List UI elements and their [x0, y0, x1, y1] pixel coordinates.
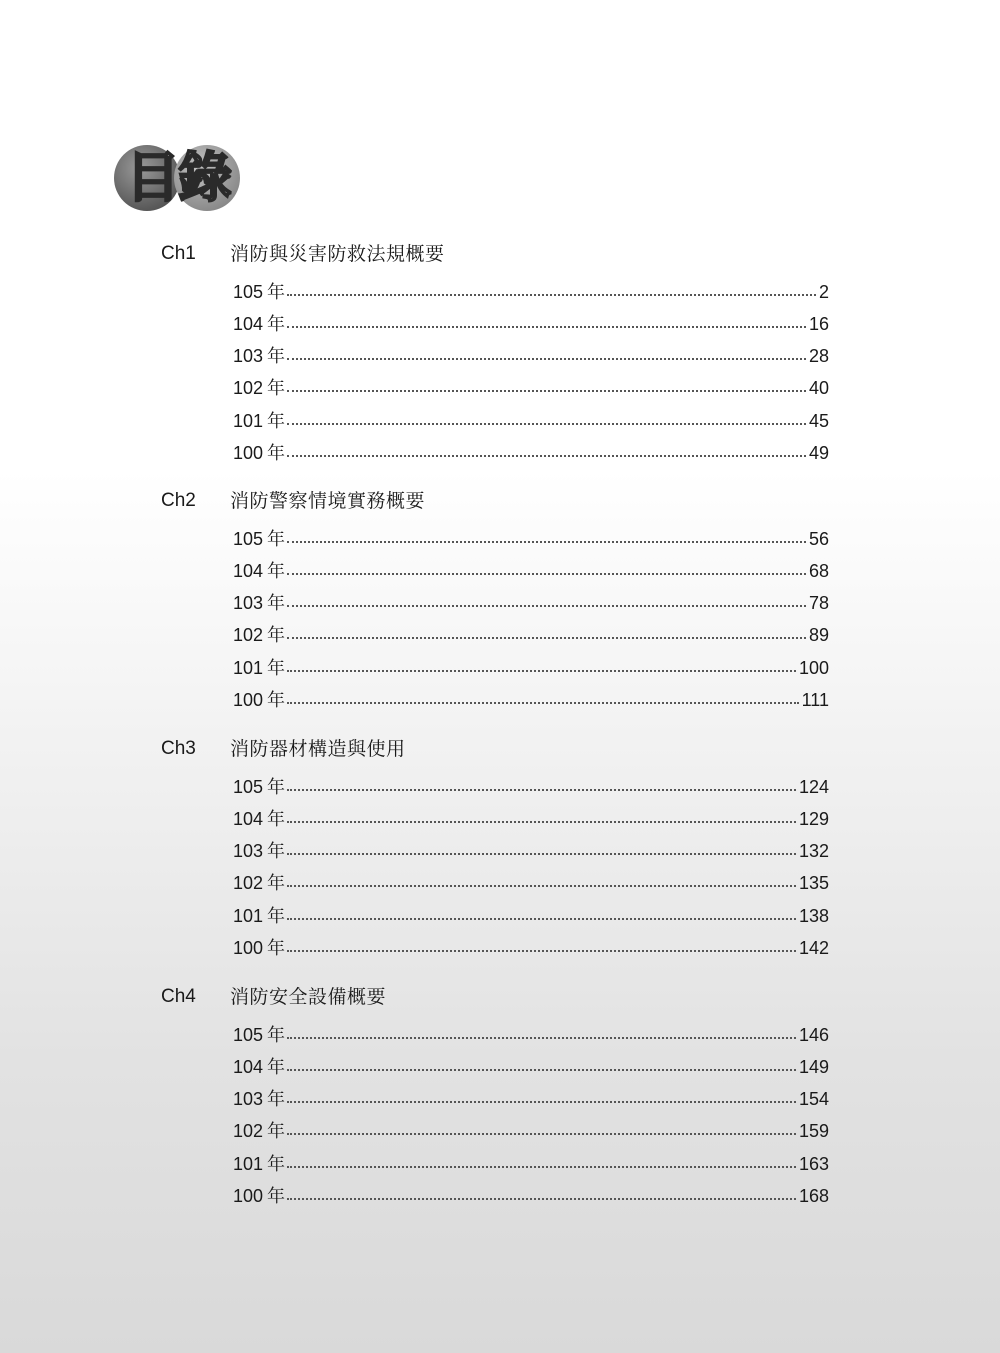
- entry-year-unit: 年: [267, 625, 286, 646]
- toc-entry[interactable]: [233, 1055, 829, 1079]
- entry-year-unit: 年: [267, 873, 286, 894]
- toc-entry[interactable]: [233, 775, 829, 799]
- dot-leader: [287, 1063, 796, 1071]
- entry-year-unit: 年: [267, 529, 286, 550]
- entry-year-unit: 年: [267, 777, 286, 798]
- toc-entry[interactable]: [233, 441, 829, 465]
- entry-year: 101: [233, 906, 264, 926]
- toc-entry[interactable]: [233, 1152, 829, 1176]
- entry-year: 102: [233, 625, 264, 645]
- toc-entry[interactable]: [233, 1023, 829, 1047]
- entry-page-number: 28: [808, 346, 829, 366]
- dot-leader: [287, 1031, 796, 1039]
- dot-leader: [287, 1192, 796, 1200]
- entry-year: 101: [233, 1154, 264, 1174]
- toc-entry[interactable]: [233, 591, 829, 615]
- entry-page-number: 146: [798, 1025, 829, 1045]
- dot-leader: [287, 631, 806, 639]
- entry-year-unit: 年: [267, 561, 286, 582]
- entry-year: 105: [233, 282, 264, 302]
- dot-leader: [287, 535, 806, 543]
- chapter-number: Ch2: [161, 490, 196, 511]
- entry-page-number: 2: [818, 282, 829, 302]
- title-char-2: 錄: [178, 146, 232, 209]
- dot-leader: [287, 912, 796, 920]
- toc-entry[interactable]: [233, 1119, 829, 1143]
- dot-leader: [287, 1127, 796, 1135]
- chapter-title: 消防與災害防救法規概要: [230, 243, 445, 265]
- entry-year-unit: 年: [267, 1121, 286, 1142]
- entry-year-unit: 年: [267, 906, 286, 927]
- entry-year-unit: 年: [267, 1186, 286, 1207]
- entry-year-unit: 年: [267, 809, 286, 830]
- entry-page-number: 149: [798, 1057, 829, 1077]
- title-char-1: 目: [126, 146, 180, 209]
- entry-year-unit: 年: [267, 411, 286, 432]
- toc-entry[interactable]: [233, 527, 829, 551]
- entry-page-number: 45: [808, 411, 829, 431]
- entry-year: 103: [233, 593, 264, 613]
- entry-page-number: 100: [798, 658, 829, 678]
- toc-entry[interactable]: [233, 409, 829, 433]
- entry-year: 104: [233, 314, 264, 334]
- entry-year: 103: [233, 841, 264, 861]
- entry-year-unit: 年: [267, 1154, 286, 1175]
- entry-page-number: 135: [798, 873, 829, 893]
- entry-page-number: 168: [798, 1186, 829, 1206]
- dot-leader: [287, 599, 806, 607]
- toc-entry[interactable]: [233, 623, 829, 647]
- chapter-number: Ch3: [161, 738, 196, 759]
- entry-year-unit: 年: [267, 443, 286, 464]
- entry-year-unit: 年: [267, 314, 286, 335]
- page-title: [112, 143, 252, 213]
- dot-leader: [287, 664, 796, 672]
- entry-year-unit: 年: [267, 658, 286, 679]
- entry-page-number: 138: [798, 906, 829, 926]
- entry-page-number: 56: [808, 529, 829, 549]
- entry-year-unit: 年: [267, 1089, 286, 1110]
- entry-page-number: 124: [798, 777, 829, 797]
- entry-page-number: 142: [798, 938, 829, 958]
- toc-entry[interactable]: [233, 312, 829, 336]
- entry-year: 100: [233, 690, 264, 710]
- dot-leader: [287, 567, 806, 575]
- entry-year: 105: [233, 1025, 264, 1045]
- entry-year-unit: 年: [267, 938, 286, 959]
- entry-year: 102: [233, 873, 264, 893]
- toc-entry[interactable]: [233, 839, 829, 863]
- entry-year: 105: [233, 777, 264, 797]
- dot-leader: [287, 352, 806, 360]
- chapter-number: Ch1: [161, 243, 196, 264]
- toc-entry[interactable]: [233, 807, 829, 831]
- toc-entry[interactable]: [233, 280, 829, 304]
- dot-leader: [287, 288, 816, 296]
- toc-entry[interactable]: [233, 376, 829, 400]
- entry-year-unit: 年: [267, 841, 286, 862]
- entry-year: 104: [233, 809, 264, 829]
- toc-entry[interactable]: [233, 344, 829, 368]
- entry-year-unit: 年: [267, 378, 286, 399]
- entry-year-unit: 年: [267, 690, 286, 711]
- entry-page-number: 40: [808, 378, 829, 398]
- dot-leader: [287, 696, 799, 704]
- toc-entry[interactable]: [233, 559, 829, 583]
- dot-leader: [287, 1160, 796, 1168]
- entry-year: 100: [233, 443, 264, 463]
- entry-year: 104: [233, 1057, 264, 1077]
- chapter-title: 消防警察情境實務概要: [230, 490, 426, 512]
- entry-page-number: 163: [798, 1154, 829, 1174]
- toc-entry[interactable]: [233, 656, 829, 680]
- dot-leader: [287, 449, 806, 457]
- entry-year: 103: [233, 346, 264, 366]
- toc-entry[interactable]: [233, 936, 829, 960]
- entry-year: 102: [233, 1121, 264, 1141]
- entry-page-number: 89: [808, 625, 829, 645]
- chapter-title: 消防安全設備概要: [230, 986, 387, 1008]
- entry-year: 101: [233, 658, 264, 678]
- entry-year-unit: 年: [267, 1025, 286, 1046]
- entry-page-number: 129: [798, 809, 829, 829]
- toc-entry[interactable]: [233, 1184, 829, 1208]
- dot-leader: [287, 944, 796, 952]
- entry-year: 102: [233, 378, 264, 398]
- entry-year: 103: [233, 1089, 264, 1109]
- entry-page-number: 78: [808, 593, 829, 613]
- entry-page-number: 111: [801, 690, 829, 710]
- dot-leader: [287, 847, 796, 855]
- toc-entry[interactable]: [233, 1087, 829, 1111]
- toc-entry[interactable]: [233, 871, 829, 895]
- entry-year: 101: [233, 411, 264, 431]
- chapter-title: 消防器材構造與使用: [230, 738, 406, 760]
- entry-page-number: 68: [808, 561, 829, 581]
- dot-leader: [287, 815, 796, 823]
- entry-page-number: 49: [808, 443, 829, 463]
- entry-page-number: 159: [798, 1121, 829, 1141]
- entry-page-number: 154: [798, 1089, 829, 1109]
- dot-leader: [287, 384, 806, 392]
- dot-leader: [287, 417, 806, 425]
- entry-year-unit: 年: [267, 593, 286, 614]
- chapter-number: Ch4: [161, 986, 196, 1007]
- entry-year-unit: 年: [267, 282, 286, 303]
- entry-year: 105: [233, 529, 264, 549]
- entry-year: 104: [233, 561, 264, 581]
- dot-leader: [287, 783, 796, 791]
- entry-page-number: 132: [798, 841, 829, 861]
- entry-year: 100: [233, 938, 264, 958]
- toc-entry[interactable]: [233, 688, 829, 712]
- entry-year: 100: [233, 1186, 264, 1206]
- entry-year-unit: 年: [267, 346, 286, 367]
- dot-leader: [287, 879, 796, 887]
- toc-entry[interactable]: [233, 904, 829, 928]
- entry-page-number: 16: [808, 314, 829, 334]
- dot-leader: [287, 320, 806, 328]
- entry-year-unit: 年: [267, 1057, 286, 1078]
- dot-leader: [287, 1095, 796, 1103]
